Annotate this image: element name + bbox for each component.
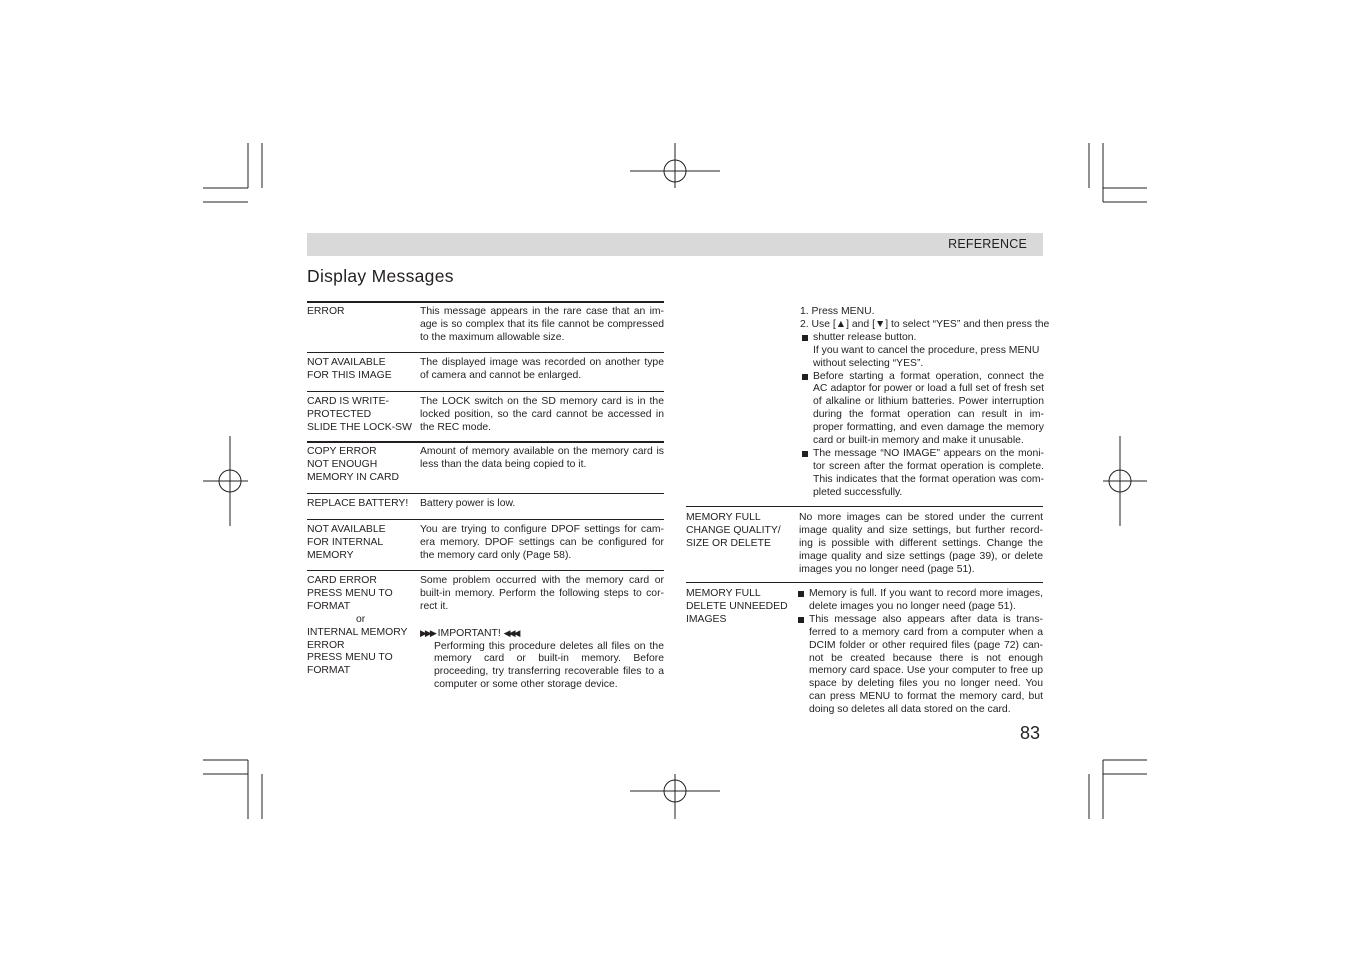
cancel-note: If you want to cancel the procedure, press MENU without selecting “YES”. [813,344,1040,369]
important-right-arrows-icon: ◀◀◀ [503,627,519,638]
page-title: Display Messages [307,266,454,286]
table-rule [686,506,1043,507]
table-rule [307,570,664,571]
bullet-item: This message also appears after data is trans- ferred to a memory card from a computer when a DCIM folder or other required files (page 72) can- not be created because there is not enough memory card space. Use your computer to free up space by deleting files you no longer need. You can press MENU to format the memory card, but doing so deletes all data stored on the card. [796,614,1043,717]
bullet-square-icon [798,591,804,597]
power-warning: Before starting a format operation, connect the AC adaptor for power or load a full set of fresh set of alkaline or lithium batteries. Power interruption during the format operation can result in im- proper formatting, and even damage the memory card or built-in memory and make it unusable. [800,371,1044,448]
table-rule [307,493,664,494]
bullet-square-icon [802,374,808,380]
message-description: No more images can be stored under the current image quality and size settings, but further record- ing is possible with different settings. Change the image quality and size settings (page 39), or delete images you no longer need (page 51). [799,512,1043,575]
step-1: 1. Press MENU. [800,306,875,317]
table-rule [307,391,664,392]
message-description: Amount of memory available on the memory card is less than the data being copied to it. [420,446,664,470]
message-description: You are trying to configure DPOF settings for cam- era memory. DPOF settings can be configured for the memory card only (Page 58). [420,524,664,561]
message-description: The displayed image was recorded on another type of camera and cannot be enlarged. [420,357,664,381]
important-left-arrows-icon: ▶▶▶ [420,627,435,638]
message-description: The LOCK switch on the SD memory card is in the locked position, so the card cannot be accessed in the REC mode. [420,396,664,433]
important-text: Performing this procedure deletes all files on the memory card or built-in memory. Before proceeding, try transferring recoverable files to a computer or some other storage device. [434,640,664,691]
no-image-note: The message “NO IMAGE” appears on the moni- tor screen after the format operation is complete. This indicates that the format operation was com- pleted successfully. [800,448,1044,500]
bullet-square-icon [798,617,804,623]
bullet-square-icon [802,451,808,457]
section-label: REFERENCE [948,237,1027,251]
message-label: REPLACE BATTERY! [307,498,409,509]
message-label: NOT AVAILABLE FOR THIS IMAGE [307,357,392,381]
message-description: This message appears in the rare case that an im- age is so complex that its file cannot be compressed to the maximum allowable size. [420,306,664,343]
table-rule [686,582,1043,583]
table-rule [307,441,664,443]
message-label: CARD ERROR PRESS MENU TO FORMAT or INTERNAL MEMORY ERROR PRESS MENU TO FORMAT [307,575,408,677]
table-rule [307,301,664,303]
message-label: CARD IS WRITE- PROTECTED SLIDE THE LOCK-SW [307,396,412,433]
bullet-square-icon [802,335,808,341]
section-header-band [307,233,1043,256]
table-rule [307,519,664,520]
message-label: ERROR [307,306,345,317]
step-2-continued: shutter release button. [800,332,1044,345]
message-label: MEMORY FULL DELETE UNNEEDED IMAGES [686,588,788,625]
message-description: Some problem occurred with the memory card or built-in memory. Perform the following steps to cor- rect it. ▶▶▶ IMPORTANT! ◀◀◀ Performing this procedure deletes all files on the memory card or built-in memory. Before proceeding, try transferring recoverable files to a computer or some other storage device. [420,575,664,691]
important-heading: ▶▶▶ IMPORTANT! ◀◀◀ [420,627,519,639]
message-label: MEMORY FULL CHANGE QUALITY/ SIZE OR DELETE [686,512,781,549]
step-2: 2. Use [▲] and [▼] to select “YES” and then press the [800,318,1050,330]
page-number: 83 [1020,723,1041,743]
table-rule [307,352,664,353]
message-description [796,588,1043,717]
format-procedure [800,306,1050,500]
message-label: NOT AVAILABLE FOR INTERNAL MEMORY [307,524,386,561]
message-label: COPY ERROR NOT ENOUGH MEMORY IN CARD [307,446,399,483]
message-description: Battery power is low. [420,498,516,509]
bullet-item: Memory is full. If you want to record more images, delete images you no longer need (page 51). [796,588,1043,614]
